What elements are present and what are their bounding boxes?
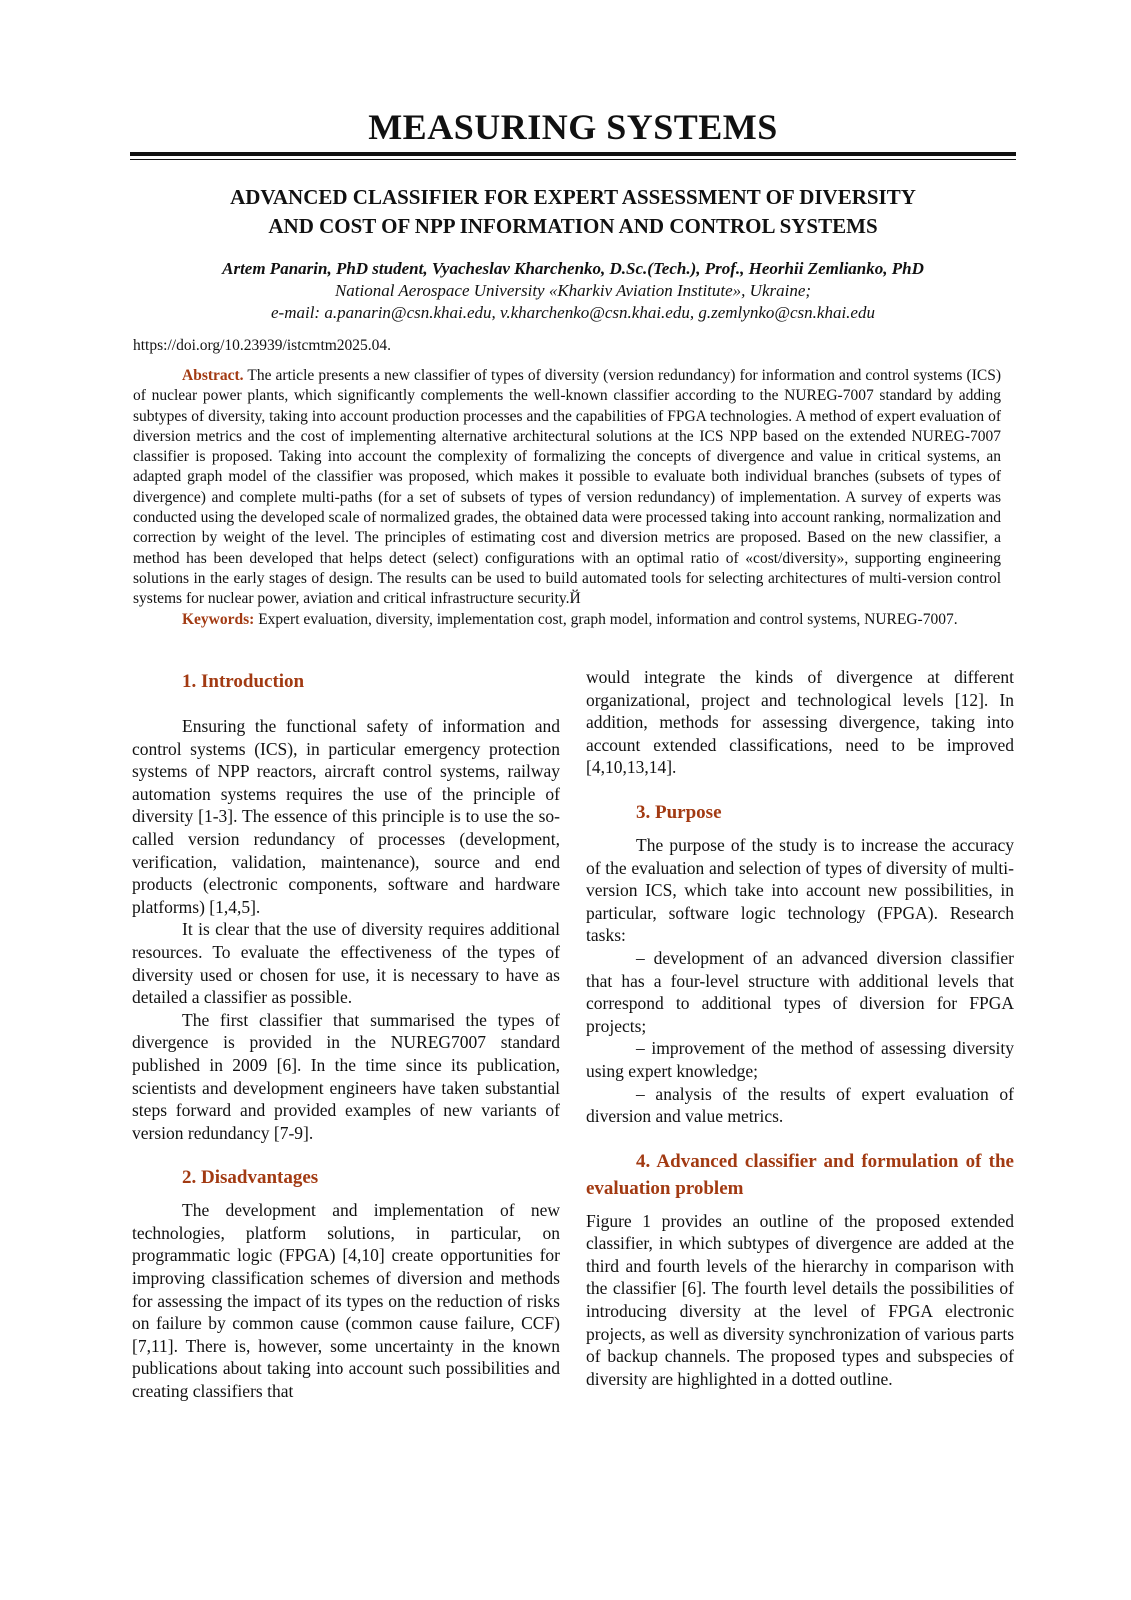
paper-title-line-1: ADVANCED CLASSIFIER FOR EXPERT ASSESSMENT OF DIVERSITY	[230, 185, 916, 209]
header-rule-thick	[130, 152, 1016, 156]
introduction-heading: 1. Introduction	[182, 671, 305, 692]
research-task-3: – analysis of the results of expert evaluation of diversion and value metrics.	[586, 1083, 1014, 1127]
keywords-paragraph	[133, 610, 1001, 630]
abstract-label: Abstract.	[182, 367, 244, 384]
affiliation: National Aerospace University «Kharkiv Aviation Institute», Ukraine;	[334, 281, 812, 300]
abstract	[133, 366, 1001, 630]
introduction-paragraph-3: The first classifier that summarised the types of divergence is provided in the NUREG7007 standard published in 2009 [6]. In the time since its publication, scientists and development engineers have taken substantial steps forward and provided examples of new variants of version redundancy [7-9].	[132, 1009, 560, 1143]
abstract-paragraph	[133, 366, 1001, 610]
section-header	[130, 105, 1016, 149]
right-column	[586, 666, 1014, 1390]
abstract-text: The article presents a new classifier of types of diversity (version redundancy) for information and control systems (ICS) of nuclear power plants, which significantly complements the well-known classifier according to the NUREG-7007 standard by adding subtypes of diversity, taking into account production processes and the capabilities of FPGA technologies. A method of expert evaluation of diversion metrics and the cost of implementing alternative architectural solutions at the ICS NPP based on the extended NUREG-7007 classifier is proposed. Taking into account the complexity of formalizing the concepts of divergence and value in critical systems, an adapted graph model of the classifier was proposed, which makes it possible to evaluate both individual branches (subsets of types of divergence) and complete multi-paths (for a set of subsets of types of version redundancy) of implementation. A survey of experts was conducted using the developed scale of normalized grades, the obtained data were processed taking into account ranking, normalization and correction by weight of the level. The principles of estimating cost and diversion metrics are proposed. Based on the new classifier, a method has been developed that helps detect (select) configurations with an optimal ratio of «cost/diversity», supporting engineering solutions in the early stages of design. The results can be used to build automated tools for selecting architectures of multi-version control systems for nuclear power, aviation and critical infrastructure security.Й	[133, 367, 1001, 608]
author-block	[130, 258, 1016, 324]
disadvantages-heading: 2. Disadvantages	[182, 1167, 319, 1189]
purpose-paragraph: The purpose of the study is to increase the accuracy of the evaluation and selection of types of diversity of multi-version ICS, which take into account new possibilities, in particular, software logic technology (FPGA). Research tasks:	[586, 834, 1014, 946]
doi-link[interactable]: https://doi.org/10.23939/istcmtm2025.04.	[133, 337, 392, 354]
author-names: Artem Panarin, PhD student, Vyacheslav Kharchenko, D.Sc.(Tech.), Prof., Heorhii Zemlianko, PhD	[222, 259, 924, 278]
introduction-paragraph-1: Ensuring the functional safety of information and control systems (ICS), in particular emergency protection systems of NPP reactors, aircraft control systems, railway automation systems requires the use of the principle of diversity [1-3]. The essence of this principle is to use the so-called version redundancy of processes (development, verification, validation, maintenance), source and end products (electronic components, software and hardware platforms) [1,4,5].	[132, 716, 560, 917]
research-task-1: – development of an advanced diversion classifier that has a four-level structure with additional levels that correspond to additional types of diversion for FPGA projects;	[586, 947, 1014, 1036]
keywords-label: Keywords:	[182, 610, 255, 628]
paper-title	[130, 183, 1016, 241]
paper-title-line-2: AND COST OF NPP INFORMATION AND CONTROL SYSTEMS	[268, 214, 878, 238]
purpose-heading: 3. Purpose	[636, 801, 722, 823]
author-emails: e-mail: a.panarin@csn.khai.edu, v.kharchenko@csn.khai.edu, g.zemlynko@csn.khai.edu	[271, 303, 875, 322]
section-title: MEASURING SYSTEMS	[368, 107, 778, 147]
keywords-text: Expert evaluation, diversity, implementation cost, graph model, information and control systems, NUREG-7007.	[258, 610, 958, 628]
advanced-classifier-paragraph: Figure 1 provides an outline of the proposed extended classifier, in which subtypes of divergence are added at the third and fourth levels of the hierarchy in comparison with the classifier [6]. The fourth level details the possibilities of introducing diversity at the level of FPGA electronic projects, as well as diversity synchronization of various parts of backup channels. The proposed types and subspecies of diversity are highlighted in a dotted outline.	[586, 1210, 1014, 1389]
research-task-2: – improvement of the method of assessing diversity using expert knowledge;	[586, 1038, 1014, 1081]
disadvantages-continued-paragraph: would integrate the kinds of divergence at different organizational, project and technological levels [12]. In addition, methods for assessing divergence, taking into account extended classifications, need to be improved [4,10,13,14].	[586, 667, 1014, 778]
left-column	[132, 668, 560, 1403]
disadvantages-paragraph: The development and implementation of new technologies, platform solutions, in particular, on programmatic logic (FPGA) [4,10] create opportunities for improving classification schemes of diversion and methods for assessing the impact of its types on the reduction of risks on failure by common cause (common cause failure, CCF) [7,11]. There is, however, some uncertainty in the known publications about taking into account such possibilities and creating classifiers that	[132, 1200, 560, 1402]
introduction-paragraph-2: It is clear that the use of diversity requires additional resources. To evaluate the effectiveness of the types of diversity used or chosen for use, it is necessary to have as detailed a classifier as possible.	[132, 919, 560, 1008]
advanced-classifier-heading: 4. Advanced classifier and formulation of the evaluation problem	[586, 1150, 1014, 1199]
header-rule-thin	[130, 159, 1016, 160]
